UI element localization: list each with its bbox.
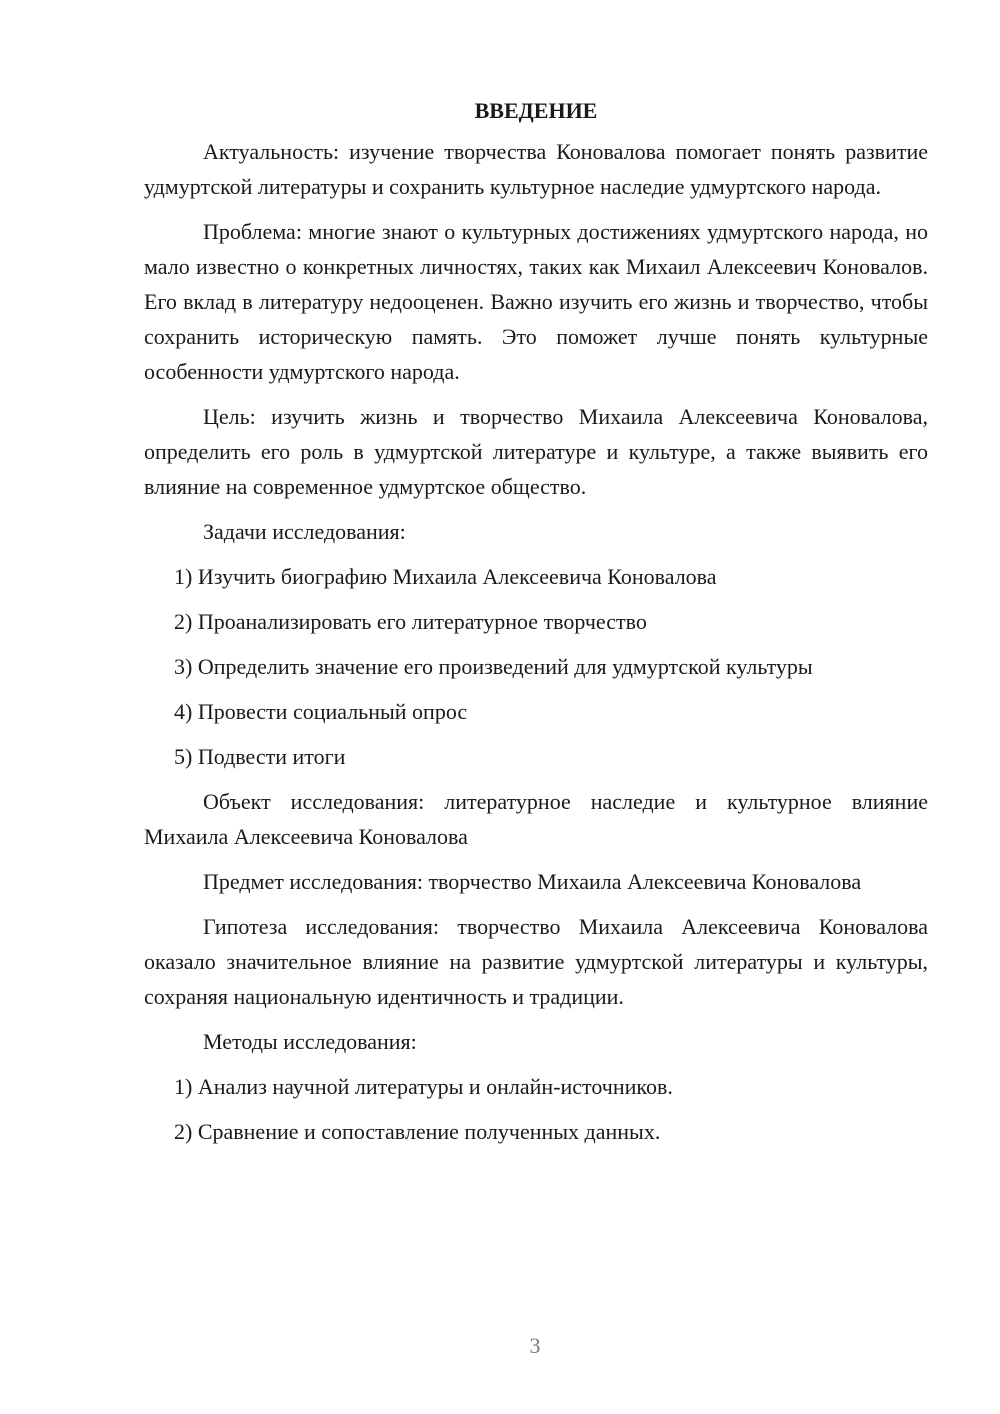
relevance-paragraph: Актуальность: изучение творчества Коновалова помогает понять развитие удмуртской литературы и сохранить культурное наследие удмуртского народа. bbox=[144, 139, 928, 199]
list-item: 2) Сравнение и сопоставление полученных данных. bbox=[174, 1119, 661, 1144]
problem-paragraph: Проблема: многие знают о культурных достижениях удмуртского народа, но мало известно о конкретных личностях, таких как Михаил Алексеевич Коновалов. Его вклад в литературу недооценен. Важно изучить его жизнь и творчество, чтобы сохранить историческую память. Это поможет лучше понять культурные особенности удмуртского народа. bbox=[144, 219, 928, 384]
list-item: 1) Анализ научной литературы и онлайн-источников. bbox=[174, 1074, 673, 1099]
list-item: 3) Определить значение его произведений для удмуртской культуры bbox=[174, 654, 813, 679]
list-item: 1) Изучить биографию Михаила Алексеевича Коновалова bbox=[174, 564, 717, 589]
page-number: 3 bbox=[529, 1333, 541, 1358]
methods-list bbox=[144, 1069, 928, 1149]
page-title: ВВЕДЕНИЕ bbox=[474, 98, 598, 123]
list-item: 5) Подвести итоги bbox=[174, 744, 346, 769]
list-item: 2) Проанализировать его литературное творчество bbox=[174, 609, 647, 634]
hypothesis-paragraph: Гипотеза исследования: творчество Михаила Алексеевича Коновалова оказало значительное влияние на развитие удмуртской литературы и культуры, сохраняя национальную идентичность и традиции. bbox=[144, 914, 928, 1009]
methods-heading: Методы исследования: bbox=[203, 1029, 417, 1054]
goal-paragraph: Цель: изучить жизнь и творчество Михаила Алексеевича Коновалова, определить его роль в удмуртской литературе и культуре, а также выявить его влияние на современное удмуртское общество. bbox=[144, 404, 928, 499]
subject-paragraph: Предмет исследования: творчество Михаила Алексеевича Коновалова bbox=[203, 869, 862, 894]
object-paragraph: Объект исследования: литературное наследие и культурное влияние Михаила Алексеевича Коновалова bbox=[144, 789, 928, 849]
document-page bbox=[144, 96, 928, 1159]
tasks-heading: Задачи исследования: bbox=[203, 519, 406, 544]
list-item: 4) Провести социальный опрос bbox=[174, 699, 468, 724]
tasks-list bbox=[144, 559, 928, 774]
